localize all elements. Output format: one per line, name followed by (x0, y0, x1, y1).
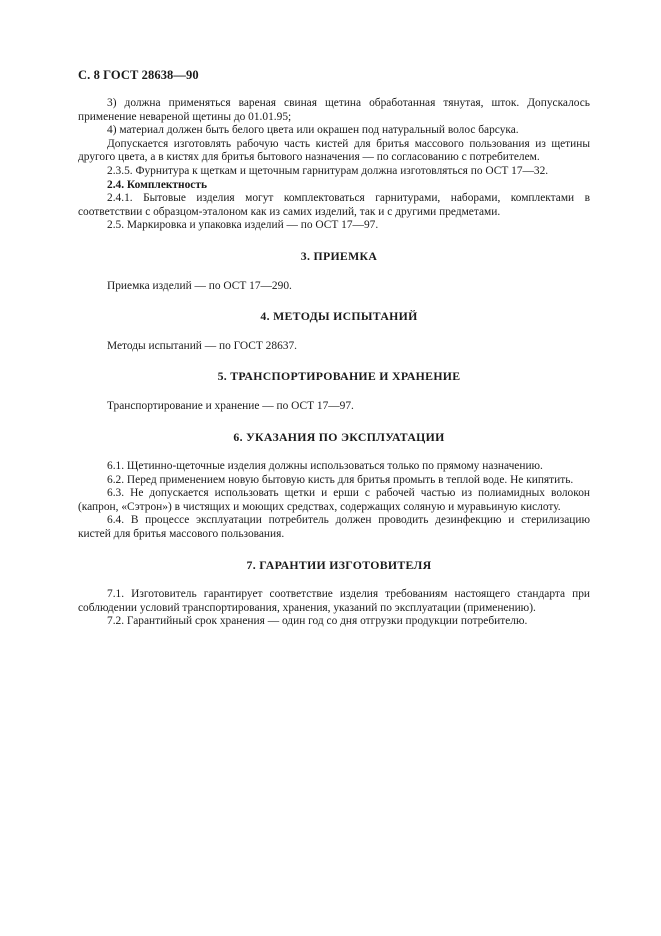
paragraph-2-3-5: 2.3.5. Фурнитура к щеткам и щеточным гарнитурам должна изготовляться по ОСТ 17—32. (107, 164, 549, 177)
page-header: С. 8 ГОСТ 28638—90 (78, 68, 199, 82)
section-title-5: 5. ТРАНСПОРТИРОВАНИЕ И ХРАНЕНИЕ (217, 369, 461, 384)
paragraph-5: Транспортирование и хранение — по ОСТ 17—97. (107, 399, 354, 412)
paragraph-7-1: 7.1. Изготовитель гарантирует соответствие изделия требованиям настоящего стандарта при соблюдении условий транспортирования, хранения, указаний по эксплуатации (применению). (78, 588, 590, 614)
paragraph-2-5: 2.5. Маркировка и упаковка изделий — по ОСТ 17—97. (107, 219, 379, 232)
paragraph-6-2: 6.2. Перед применением новую бытовую кисть для бритья промыть в теплой воде. Не кипятить. (107, 473, 574, 486)
section-title-7: 7. ГАРАНТИИ ИЗГОТОВИТЕЛЯ (246, 557, 432, 572)
section-title-3: 3. ПРИЕМКА (300, 248, 378, 263)
subsection-title-2-4: 2.4. Комплектность (107, 178, 207, 191)
paragraph-other-color: Допускается изготовлять рабочую часть кистей для бритья массового пользования из щетины другого цвета, а в кистях для бритья бытового назначения — по согласованию с потребителем. (78, 137, 590, 164)
paragraph-3: Приемка изделий — по ОСТ 17—290. (107, 279, 292, 292)
paragraph-7-2: 7.2. Гарантийный срок хранения — один год со дня отгрузки продукции потребителю. (107, 615, 528, 628)
paragraph-6-3: 6.3. Не допускается использовать щетки и ерши с рабочей частью из полиамидных волокон (капрон, «Сэтрон») в чистящих и моющих средствах, содержащих соляную и муравьиную кислоту. (78, 487, 590, 513)
paragraph-4: Методы испытаний — по ГОСТ 28637. (107, 339, 298, 352)
paragraph-2-4-1: 2.4.1. Бытовые изделия могут комплектоваться гарнитурами, наборами, комплектами в соответствии с образцом-эталоном как из самих изделий, так и с другими предметами. (78, 192, 590, 218)
paragraph-material-color: 4) материал должен быть белого цвета или окрашен под натуральный волос барсука. (107, 124, 519, 137)
section-title-4: 4. МЕТОДЫ ИСПЫТАНИЙ (260, 309, 418, 324)
paragraph-6-4: 6.4. В процессе эксплуатации потребитель должен проводить дезинфекцию и стерилизацию кистей для бритья массового пользования. (78, 514, 590, 541)
paragraph-bristle-type: 3) должна применяться вареная свиная щетина обработанная тянутая, шток. Допускалось применение невареной щетины до 01.01.95; (78, 97, 590, 123)
section-title-6: 6. УКАЗАНИЯ ПО ЭКСПЛУАТАЦИИ (233, 429, 445, 444)
document-body (78, 97, 590, 629)
paragraph-6-1: 6.1. Щетинно-щеточные изделия должны использоваться только по прямому назначению. (107, 460, 543, 473)
